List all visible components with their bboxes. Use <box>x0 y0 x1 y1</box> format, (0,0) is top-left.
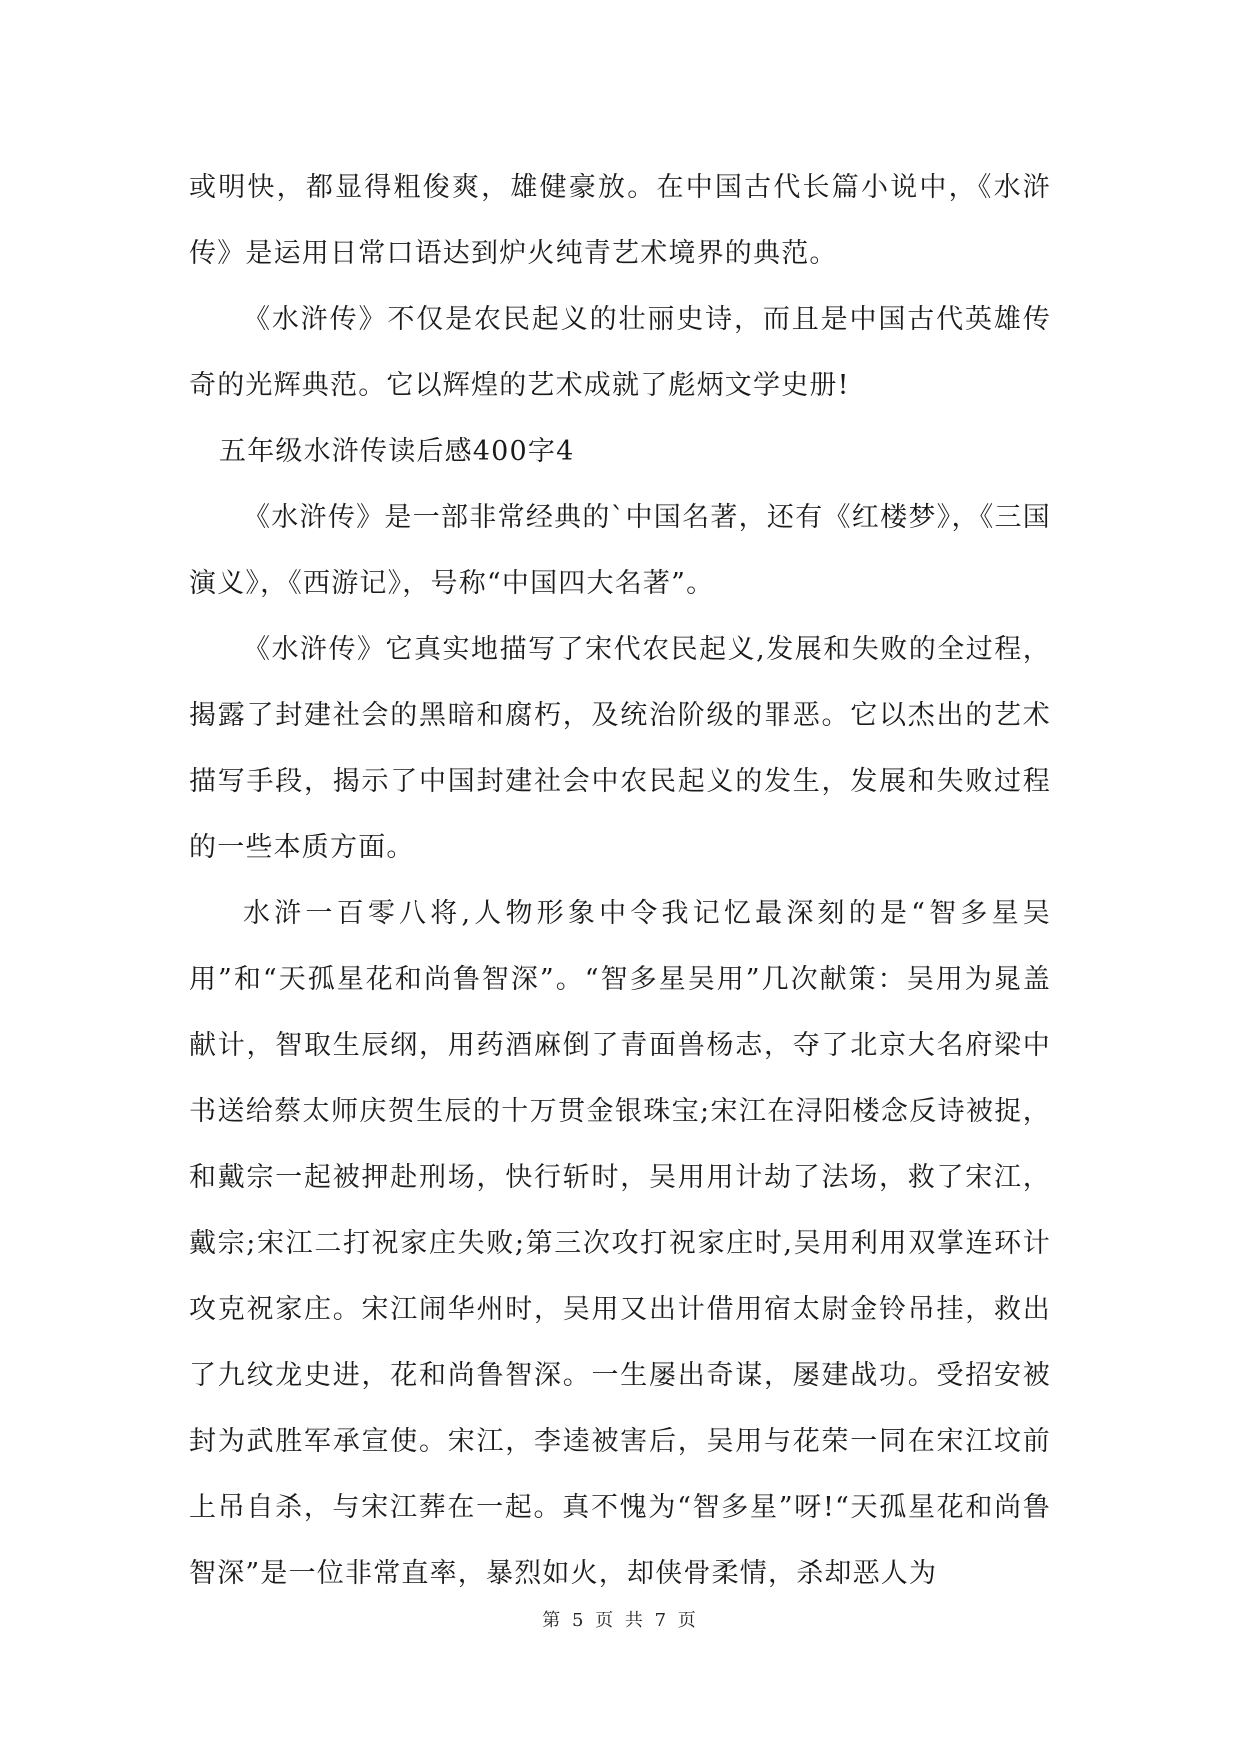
page-number-label: 第 5 页 共 7 页 <box>542 1610 699 1631</box>
paragraph: 水浒一百零八将,人物形象中令我记忆最深刻的是“智多星吴用”和“天孤星花和尚鲁智深”。“智多星吴用”几次献策：吴用为晁盖献计，智取生辰纲，用药酒麻倒了青面兽杨志，夺了北京大名府梁中书送给蔡太师庆贺生辰的十万贯金银珠宝;宋江在浔阳楼念反诗被捉，和戴宗一起被押赴刑场，快行斩时，吴用用计劫了法场，救了宋江，戴宗;宋江二打祝家庄失败;第三次攻打祝家庄时,吴用利用双掌连环计攻克祝家庄。宋江闹华州时，吴用又出计借用宿太尉金铃吊挂，救出了九纹龙史进，花和尚鲁智深。一生屡出奇谋，屡建战功。受招安被封为武胜军承宣使。宋江，李逵被害后，吴用与花荣一同在宋江坟前上吊自杀，与宋江葬在一起。真不愧为“智多星”呀!“天孤星花和尚鲁智深”是一位非常直率，暴烈如火，却侠骨柔情，杀却恶人为 <box>189 898 1051 1589</box>
section-heading: 五年级水浒传读后感400字4 <box>219 436 575 467</box>
page-footer <box>0 1606 1241 1632</box>
document-body <box>189 155 1051 1607</box>
paragraph: 《水浒传》是一部非常经典的`中国名著，还有《红楼梦》，《三国演义》，《西游记》，号称“中国四大名著”。 <box>189 502 1051 599</box>
paragraph: 《水浒传》它真实地描写了宋代农民起义,发展和失败的全过程，揭露了封建社会的黑暗和腐朽，及统治阶级的罪恶。它以杰出的艺术描写手段，揭示了中国封建社会中农民起义的发生，发展和失败过程的一些本质方面。 <box>189 634 1051 863</box>
paragraph-continuation: 或明快，都显得粗俊爽，雄健豪放。在中国古代长篇小说中，《水浒传》是运用日常口语达到炉火纯青艺术境界的典范。 <box>189 172 1051 269</box>
paragraph: 《水浒传》不仅是农民起义的壮丽史诗，而且是中国古代英雄传奇的光辉典范。它以辉煌的艺术成就了彪炳文学史册! <box>189 304 1051 401</box>
